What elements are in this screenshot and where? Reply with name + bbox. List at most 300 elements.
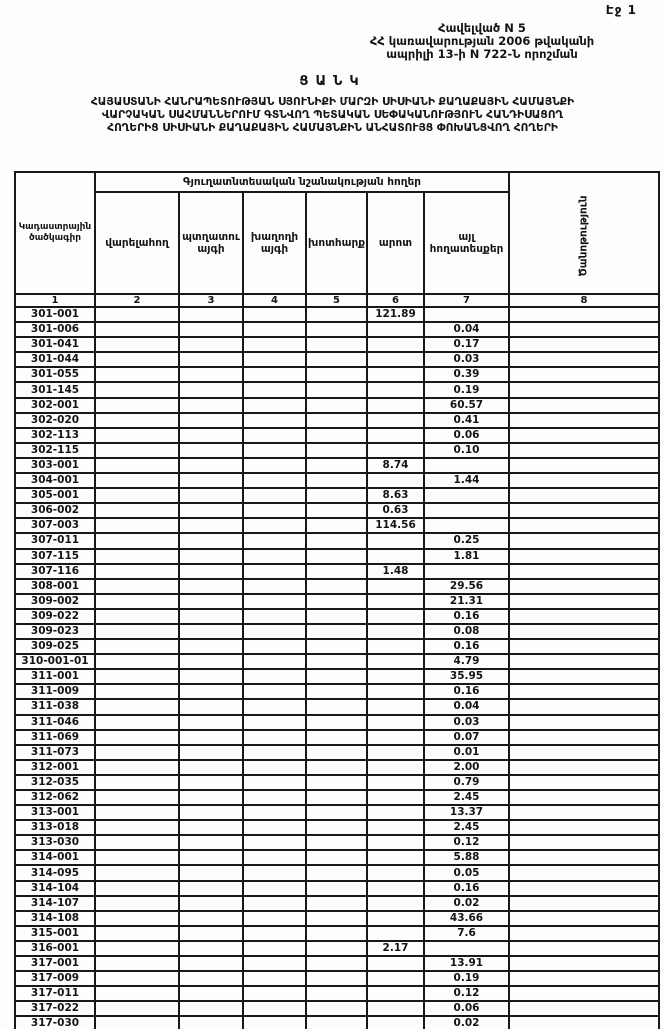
cell-hayfield: [306, 1016, 367, 1029]
cell-orchard: [179, 820, 243, 835]
cell-orchard: [179, 805, 243, 820]
cell-hayfield: [306, 458, 367, 473]
cell-orchard: [179, 760, 243, 775]
col-header-orchard: պտղատու այգի: [179, 192, 243, 294]
cell-note: [509, 986, 659, 1001]
cell-pasture: 8.74: [367, 458, 424, 473]
cell-other-lands: 0.01: [424, 745, 509, 760]
cell-orchard: [179, 835, 243, 850]
cell-pasture: [367, 835, 424, 850]
cell-orchard: [179, 926, 243, 941]
cell-arable: [95, 941, 179, 956]
cell-hayfield: [306, 715, 367, 730]
cell-orchard: [179, 564, 243, 579]
cell-vineyard: [243, 745, 306, 760]
table-row: [15, 549, 659, 564]
cell-arable: [95, 639, 179, 654]
cell-note: [509, 669, 659, 684]
cell-cadastral-code: 317-022: [15, 1001, 95, 1016]
cell-other-lands: 0.07: [424, 730, 509, 745]
cell-orchard: [179, 458, 243, 473]
cell-cadastral-code: 302-115: [15, 443, 95, 458]
table-row: [15, 594, 659, 609]
cell-note: [509, 337, 659, 352]
cell-orchard: [179, 1001, 243, 1016]
cell-note: [509, 926, 659, 941]
cell-note: [509, 549, 659, 564]
table-row: [15, 926, 659, 941]
cell-hayfield: [306, 805, 367, 820]
cell-vineyard: [243, 564, 306, 579]
cell-note: [509, 654, 659, 669]
cell-vineyard: [243, 443, 306, 458]
cell-other-lands: 0.03: [424, 352, 509, 367]
cell-note: [509, 760, 659, 775]
cell-vineyard: [243, 805, 306, 820]
cell-vineyard: [243, 1016, 306, 1029]
cell-vineyard: [243, 624, 306, 639]
cell-pasture: [367, 896, 424, 911]
cell-note: [509, 518, 659, 533]
table-row: [15, 639, 659, 654]
cell-vineyard: [243, 413, 306, 428]
cell-hayfield: [306, 775, 367, 790]
cell-cadastral-code: 309-025: [15, 639, 95, 654]
cell-arable: [95, 398, 179, 413]
cell-orchard: [179, 790, 243, 805]
col-header-arable: վարելահող: [95, 192, 179, 294]
cell-pasture: [367, 805, 424, 820]
cell-arable: [95, 488, 179, 503]
cell-orchard: [179, 775, 243, 790]
cell-orchard: [179, 367, 243, 382]
cell-orchard: [179, 594, 243, 609]
cell-pasture: [367, 699, 424, 714]
cell-pasture: [367, 715, 424, 730]
table-body: [15, 307, 659, 1029]
cell-arable: [95, 1001, 179, 1016]
cell-cadastral-code: 308-001: [15, 579, 95, 594]
table-row: [15, 533, 659, 548]
column-number-row: [15, 294, 659, 307]
cell-cadastral-code: 302-001: [15, 398, 95, 413]
cell-cadastral-code: 307-003: [15, 518, 95, 533]
cell-note: [509, 1001, 659, 1016]
table-row: [15, 669, 659, 684]
table-row: [15, 579, 659, 594]
column-number: 7: [424, 294, 509, 307]
cell-cadastral-code: 313-030: [15, 835, 95, 850]
cell-vineyard: [243, 579, 306, 594]
table-row: [15, 790, 659, 805]
cell-orchard: [179, 684, 243, 699]
cell-arable: [95, 730, 179, 745]
cell-arable: [95, 669, 179, 684]
table-row: [15, 971, 659, 986]
cell-note: [509, 443, 659, 458]
table-row: [15, 1016, 659, 1029]
cell-orchard: [179, 986, 243, 1001]
cell-vineyard: [243, 488, 306, 503]
cell-other-lands: 7.6: [424, 926, 509, 941]
cell-vineyard: [243, 549, 306, 564]
cell-vineyard: [243, 533, 306, 548]
cell-cadastral-code: 311-073: [15, 745, 95, 760]
cell-cadastral-code: 311-038: [15, 699, 95, 714]
cell-vineyard: [243, 956, 306, 971]
cell-note: [509, 881, 659, 896]
cell-hayfield: [306, 669, 367, 684]
cell-other-lands: 0.12: [424, 986, 509, 1001]
cell-orchard: [179, 911, 243, 926]
cell-hayfield: [306, 730, 367, 745]
cell-cadastral-code: 307-011: [15, 533, 95, 548]
cell-orchard: [179, 669, 243, 684]
cell-cadastral-code: 314-108: [15, 911, 95, 926]
cell-pasture: [367, 820, 424, 835]
cell-other-lands: 0.25: [424, 533, 509, 548]
annex-header-line: ՀՀ կառավարության 2006 թվականի: [369, 33, 595, 48]
cell-vineyard: [243, 428, 306, 443]
cell-note: [509, 473, 659, 488]
cell-other-lands: 0.02: [424, 896, 509, 911]
cell-vineyard: [243, 654, 306, 669]
cell-hayfield: [306, 473, 367, 488]
cell-note: [509, 609, 659, 624]
cell-pasture: 114.56: [367, 518, 424, 533]
cell-vineyard: [243, 775, 306, 790]
cell-cadastral-code: 312-035: [15, 775, 95, 790]
cell-other-lands: 5.88: [424, 850, 509, 865]
cell-cadastral-code: 309-023: [15, 624, 95, 639]
cell-cadastral-code: 303-001: [15, 458, 95, 473]
cell-hayfield: [306, 850, 367, 865]
cell-other-lands: [424, 941, 509, 956]
table-row: [15, 624, 659, 639]
cell-arable: [95, 896, 179, 911]
cell-vineyard: [243, 820, 306, 835]
cell-hayfield: [306, 533, 367, 548]
table-row: [15, 458, 659, 473]
cell-hayfield: [306, 639, 367, 654]
table-row: [15, 367, 659, 382]
cell-hayfield: [306, 443, 367, 458]
cell-arable: [95, 820, 179, 835]
cell-cadastral-code: 310-001-01: [15, 654, 95, 669]
table-row: [15, 850, 659, 865]
cell-cadastral-code: 306-002: [15, 503, 95, 518]
document-title: ՑԱՆԿ: [299, 74, 366, 89]
cell-arable: [95, 760, 179, 775]
cell-note: [509, 367, 659, 382]
cell-pasture: [367, 367, 424, 382]
cell-orchard: [179, 654, 243, 669]
cell-cadastral-code: 301-044: [15, 352, 95, 367]
cell-pasture: [367, 473, 424, 488]
cell-other-lands: [424, 488, 509, 503]
cell-note: [509, 413, 659, 428]
cell-other-lands: 0.08: [424, 624, 509, 639]
cell-vineyard: [243, 398, 306, 413]
cell-cadastral-code: 314-001: [15, 850, 95, 865]
cell-hayfield: [306, 986, 367, 1001]
cell-cadastral-code: 307-116: [15, 564, 95, 579]
column-number: 1: [15, 294, 95, 307]
cell-cadastral-code: 313-018: [15, 820, 95, 835]
land-parcels-table: [14, 171, 660, 1029]
cell-hayfield: [306, 609, 367, 624]
table-row: [15, 699, 659, 714]
cell-vineyard: [243, 684, 306, 699]
cell-vineyard: [243, 639, 306, 654]
table-row: [15, 413, 659, 428]
cell-orchard: [179, 745, 243, 760]
cell-note: [509, 865, 659, 880]
cell-note: [509, 1016, 659, 1029]
cell-arable: [95, 971, 179, 986]
cell-hayfield: [306, 1001, 367, 1016]
cell-cadastral-code: 314-107: [15, 896, 95, 911]
cell-cadastral-code: 311-046: [15, 715, 95, 730]
cell-cadastral-code: 304-001: [15, 473, 95, 488]
cell-arable: [95, 533, 179, 548]
cell-other-lands: 0.16: [424, 881, 509, 896]
cell-pasture: [367, 986, 424, 1001]
table-row: [15, 1001, 659, 1016]
cell-note: [509, 533, 659, 548]
cell-vineyard: [243, 881, 306, 896]
cell-pasture: 2.17: [367, 941, 424, 956]
cell-other-lands: 0.04: [424, 322, 509, 337]
cell-other-lands: 1.81: [424, 549, 509, 564]
cell-pasture: [367, 1001, 424, 1016]
cell-pasture: [367, 352, 424, 367]
cell-hayfield: [306, 367, 367, 382]
cell-orchard: [179, 850, 243, 865]
cell-hayfield: [306, 881, 367, 896]
column-number: 6: [367, 294, 424, 307]
cell-other-lands: 0.03: [424, 715, 509, 730]
document-subtitle: [0, 96, 665, 135]
cell-vineyard: [243, 911, 306, 926]
cell-pasture: [367, 322, 424, 337]
cell-arable: [95, 549, 179, 564]
cell-note: [509, 941, 659, 956]
table-row: [15, 488, 659, 503]
cell-hayfield: [306, 564, 367, 579]
cell-vineyard: [243, 1001, 306, 1016]
cell-note: [509, 820, 659, 835]
cell-arable: [95, 579, 179, 594]
cell-orchard: [179, 699, 243, 714]
cell-arable: [95, 986, 179, 1001]
cell-vineyard: [243, 699, 306, 714]
cell-other-lands: 0.17: [424, 337, 509, 352]
cell-cadastral-code: 305-001: [15, 488, 95, 503]
cell-note: [509, 684, 659, 699]
cell-other-lands: 60.57: [424, 398, 509, 413]
cell-cadastral-code: 302-113: [15, 428, 95, 443]
cell-orchard: [179, 715, 243, 730]
cell-other-lands: [424, 458, 509, 473]
cell-orchard: [179, 337, 243, 352]
cell-arable: [95, 835, 179, 850]
cell-other-lands: 0.39: [424, 367, 509, 382]
col-header-note: [509, 172, 659, 294]
cell-cadastral-code: 307-115: [15, 549, 95, 564]
cell-orchard: [179, 971, 243, 986]
table-row: [15, 805, 659, 820]
cell-hayfield: [306, 760, 367, 775]
cell-orchard: [179, 624, 243, 639]
cell-pasture: [367, 398, 424, 413]
cell-cadastral-code: 317-009: [15, 971, 95, 986]
cell-vineyard: [243, 307, 306, 322]
cell-pasture: [367, 775, 424, 790]
table-row: [15, 760, 659, 775]
table-row: [15, 322, 659, 337]
cell-arable: [95, 624, 179, 639]
cell-orchard: [179, 307, 243, 322]
cell-orchard: [179, 413, 243, 428]
cell-arable: [95, 850, 179, 865]
cell-vineyard: [243, 367, 306, 382]
cell-arable: [95, 881, 179, 896]
cell-cadastral-code: 301-145: [15, 382, 95, 397]
cell-pasture: [367, 654, 424, 669]
cell-vineyard: [243, 322, 306, 337]
cell-orchard: [179, 896, 243, 911]
cell-orchard: [179, 443, 243, 458]
col-header-vineyard: խաղողի այգի: [243, 192, 306, 294]
table-row: [15, 518, 659, 533]
cell-pasture: [367, 549, 424, 564]
cell-hayfield: [306, 307, 367, 322]
table-row: [15, 745, 659, 760]
cell-hayfield: [306, 820, 367, 835]
cell-note: [509, 639, 659, 654]
cell-orchard: [179, 352, 243, 367]
cell-other-lands: 13.37: [424, 805, 509, 820]
cell-other-lands: 0.16: [424, 684, 509, 699]
cell-vineyard: [243, 609, 306, 624]
cell-note: [509, 322, 659, 337]
cell-note: [509, 488, 659, 503]
cell-vineyard: [243, 835, 306, 850]
cell-hayfield: [306, 594, 367, 609]
cell-orchard: [179, 473, 243, 488]
table-row: [15, 564, 659, 579]
cell-vineyard: [243, 669, 306, 684]
cell-orchard: [179, 533, 243, 548]
table-row: [15, 715, 659, 730]
cell-vineyard: [243, 850, 306, 865]
cell-hayfield: [306, 956, 367, 971]
cell-cadastral-code: 317-030: [15, 1016, 95, 1029]
cell-arable: [95, 413, 179, 428]
cell-other-lands: 0.19: [424, 382, 509, 397]
cell-arable: [95, 911, 179, 926]
cell-pasture: 8.63: [367, 488, 424, 503]
cell-pasture: [367, 760, 424, 775]
cell-pasture: [367, 639, 424, 654]
cell-arable: [95, 684, 179, 699]
col-group-header-agricultural-lands: Գյուղատնտեսական նշանակության հողեր: [95, 172, 509, 192]
cell-orchard: [179, 639, 243, 654]
table-row: [15, 775, 659, 790]
table-row: [15, 865, 659, 880]
cell-pasture: [367, 1016, 424, 1029]
cell-cadastral-code: 314-104: [15, 881, 95, 896]
cell-cadastral-code: 316-001: [15, 941, 95, 956]
cell-note: [509, 699, 659, 714]
col-header-cadastral-code: Կադաստրային ծածկագիր: [15, 172, 95, 294]
annex-header: [317, 22, 647, 61]
cell-vineyard: [243, 518, 306, 533]
table-row: [15, 473, 659, 488]
cell-vineyard: [243, 790, 306, 805]
cell-hayfield: [306, 579, 367, 594]
cell-vineyard: [243, 971, 306, 986]
table-row: [15, 428, 659, 443]
table-row: [15, 911, 659, 926]
cell-hayfield: [306, 865, 367, 880]
cell-other-lands: [424, 503, 509, 518]
cell-orchard: [179, 549, 243, 564]
table-row: [15, 654, 659, 669]
cell-note: [509, 911, 659, 926]
cell-cadastral-code: 309-022: [15, 609, 95, 624]
cell-cadastral-code: 311-069: [15, 730, 95, 745]
cell-pasture: [367, 669, 424, 684]
cell-vineyard: [243, 986, 306, 1001]
cell-note: [509, 307, 659, 322]
cell-pasture: [367, 579, 424, 594]
cell-hayfield: [306, 337, 367, 352]
cell-cadastral-code: 313-001: [15, 805, 95, 820]
cell-pasture: [367, 745, 424, 760]
cell-orchard: [179, 865, 243, 880]
table-row: [15, 609, 659, 624]
cell-note: [509, 564, 659, 579]
cell-cadastral-code: 301-006: [15, 322, 95, 337]
cell-pasture: [367, 533, 424, 548]
cell-orchard: [179, 609, 243, 624]
cell-note: [509, 805, 659, 820]
cell-note: [509, 458, 659, 473]
cell-cadastral-code: 312-001: [15, 760, 95, 775]
cell-vineyard: [243, 458, 306, 473]
cell-other-lands: 2.45: [424, 790, 509, 805]
cell-arable: [95, 594, 179, 609]
table-row: [15, 503, 659, 518]
cell-cadastral-code: 317-011: [15, 986, 95, 1001]
cell-cadastral-code: 302-020: [15, 413, 95, 428]
cell-hayfield: [306, 896, 367, 911]
cell-hayfield: [306, 745, 367, 760]
cell-note: [509, 745, 659, 760]
cell-cadastral-code: 312-062: [15, 790, 95, 805]
note-header-vertical-text: Ծանոթություն: [577, 194, 590, 277]
cell-orchard: [179, 488, 243, 503]
subtitle-line: ՀԱՅԱՍՏԱՆԻ ՀԱՆՐԱՊԵՏՈՒԹՅԱՆ ՍՅՈՒՆԻՔԻ ՄԱՐԶԻ ՍԻՍԻԱՆԻ ՔԱՂԱՔԱՅԻՆ ՀԱՄԱՅՆՔԻ: [90, 96, 575, 108]
cell-pasture: [367, 971, 424, 986]
cell-arable: [95, 1016, 179, 1029]
cell-arable: [95, 337, 179, 352]
cell-other-lands: 0.06: [424, 428, 509, 443]
annex-header-line: ապրիլի 13-ի N 722-Ն որոշման: [386, 46, 578, 61]
cell-vineyard: [243, 352, 306, 367]
